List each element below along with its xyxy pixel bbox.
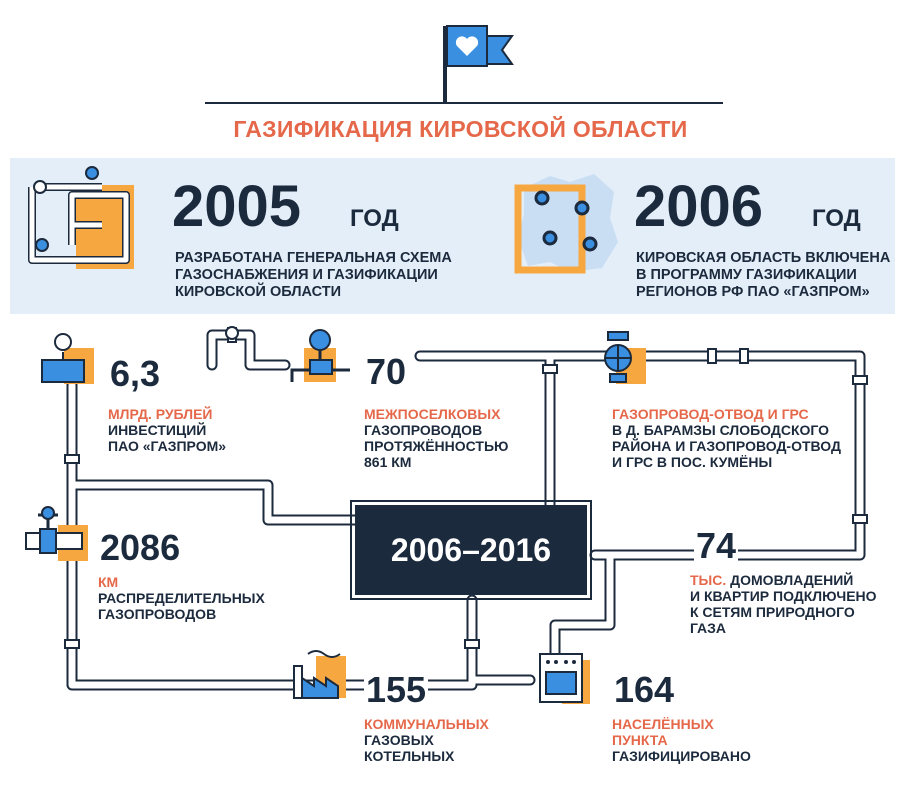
- wallet-coin-icon: [38, 330, 98, 388]
- milestone-2005-year: 2005: [172, 174, 302, 239]
- stat-boilers-unit: КОММУНАЛЬНЫХ: [364, 716, 489, 732]
- stat-households-line: И КВАРТИР ПОДКЛЮЧЕНО: [690, 588, 877, 604]
- stat-boilers-line: ГАЗОВЫХ: [364, 732, 434, 748]
- milestone-2005-line: ГАЗОСНАБЖЕНИЯ И ГАЗИФИКАЦИИ: [175, 267, 438, 283]
- stat-intervillage-text: [364, 406, 508, 470]
- stat-distribution-text: [98, 574, 265, 622]
- stat-households-unit: ТЫС.: [690, 572, 727, 588]
- stat-grs-line: РАЙОНА И ГАЗОПРОВОД-ОТВОД: [612, 438, 841, 454]
- heart-flag-icon: [440, 18, 515, 104]
- stat-households-line-1: [690, 572, 877, 588]
- stat-grs-line: В Д. БАРАМЗЫ СЛОБОДСКОГО: [612, 422, 830, 438]
- milestone-2005-word: ГОД: [350, 205, 399, 232]
- milestone-2006-text: [636, 250, 890, 301]
- stat-distribution-value: 2086: [100, 527, 181, 568]
- stat-grs-line: И ГРС В ПОС. КУМЁНЫ: [612, 454, 773, 470]
- region-map-icon: [510, 168, 622, 278]
- stat-settlements-value: 164: [614, 669, 675, 710]
- valve-wheel-icon: [596, 330, 648, 386]
- milestone-2006-line: КИРОВСКАЯ ОБЛАСТЬ ВКЛЮЧЕНА: [636, 250, 891, 266]
- stat-intervillage-value: 70: [366, 351, 407, 392]
- stat-intervillage-unit: МЕЖПОСЕЛКОВЫХ: [364, 406, 501, 422]
- stat-investment-text: [108, 406, 226, 454]
- milestone-2005-text: [175, 250, 452, 301]
- stat-grs-text: [612, 406, 841, 470]
- page-title: ГАЗИФИКАЦИЯ КИРОВСКОЙ ОБЛАСТИ: [233, 116, 688, 142]
- stat-households-line: К СЕТЯМ ПРИРОДНОГО: [690, 604, 855, 620]
- stat-boilers-value: 155: [366, 669, 427, 710]
- stat-boilers-line: КОТЕЛЬНЫХ: [364, 748, 455, 764]
- factory-icon: [288, 648, 352, 702]
- stat-grs-unit: ГАЗОПРОВОД-ОТВОД И ГРС: [612, 406, 809, 422]
- stat-households-line: ДОМОВЛАДЕНИЙ: [726, 572, 854, 588]
- stat-intervillage-line: 861 КМ: [364, 454, 412, 470]
- milestone-2006-line: РЕГИОНОВ РФ ПАО «ГАЗПРОМ»: [636, 284, 870, 300]
- stat-settlements-unit: НАСЕЛЁННЫХ: [612, 716, 714, 732]
- milestone-2005-line: КИРОВСКОЙ ОБЛАСТИ: [175, 284, 342, 300]
- stat-investment-line: ИНВЕСТИЦИЙ: [108, 422, 207, 438]
- stat-households-value: 74: [696, 525, 737, 566]
- milestone-2006-year: 2006: [634, 174, 764, 239]
- period-box: 2006–2016: [355, 505, 587, 595]
- milestone-2006-word: ГОД: [812, 205, 861, 232]
- stat-settlements-text: [612, 716, 751, 764]
- stat-households-text: [690, 572, 877, 636]
- stat-distribution-line: РАСПРЕДЕЛИТЕЛЬНЫХ: [98, 590, 265, 606]
- stat-distribution-line: ГАЗОПРОВОДОВ: [98, 606, 217, 622]
- stat-investment-unit: МЛРД. РУБЛЕЙ: [108, 406, 213, 422]
- stat-intervillage-line: ПРОТЯЖЁННОСТЬЮ: [364, 438, 509, 454]
- stat-settlements-line: ГАЗИФИЦИРОВАНО: [612, 748, 751, 764]
- pipe-scheme-icon: [22, 165, 137, 275]
- gas-meter-icon: [288, 326, 352, 386]
- stat-intervillage-line: ГАЗОПРОВОДОВ: [364, 422, 483, 438]
- stat-investment-line: ПАО «ГАЗПРОМ»: [108, 438, 227, 454]
- milestone-2005-line: РАЗРАБОТАНА ГЕНЕРАЛЬНАЯ СХЕМА: [175, 250, 452, 266]
- title-rule: [205, 102, 723, 104]
- stat-distribution-unit: КМ: [98, 574, 119, 590]
- milestone-2006-line: В ПРОГРАММУ ГАЗИФИКАЦИИ: [636, 267, 857, 283]
- gas-stove-icon: [532, 650, 592, 706]
- stat-settlements-unit-2: ПУНКТА: [612, 732, 668, 748]
- pipe-tap-icon: [22, 505, 92, 565]
- stat-households-line: ГАЗА: [690, 620, 727, 636]
- stat-boilers-text: [364, 716, 489, 764]
- stat-investment-value: 6,3: [110, 353, 161, 394]
